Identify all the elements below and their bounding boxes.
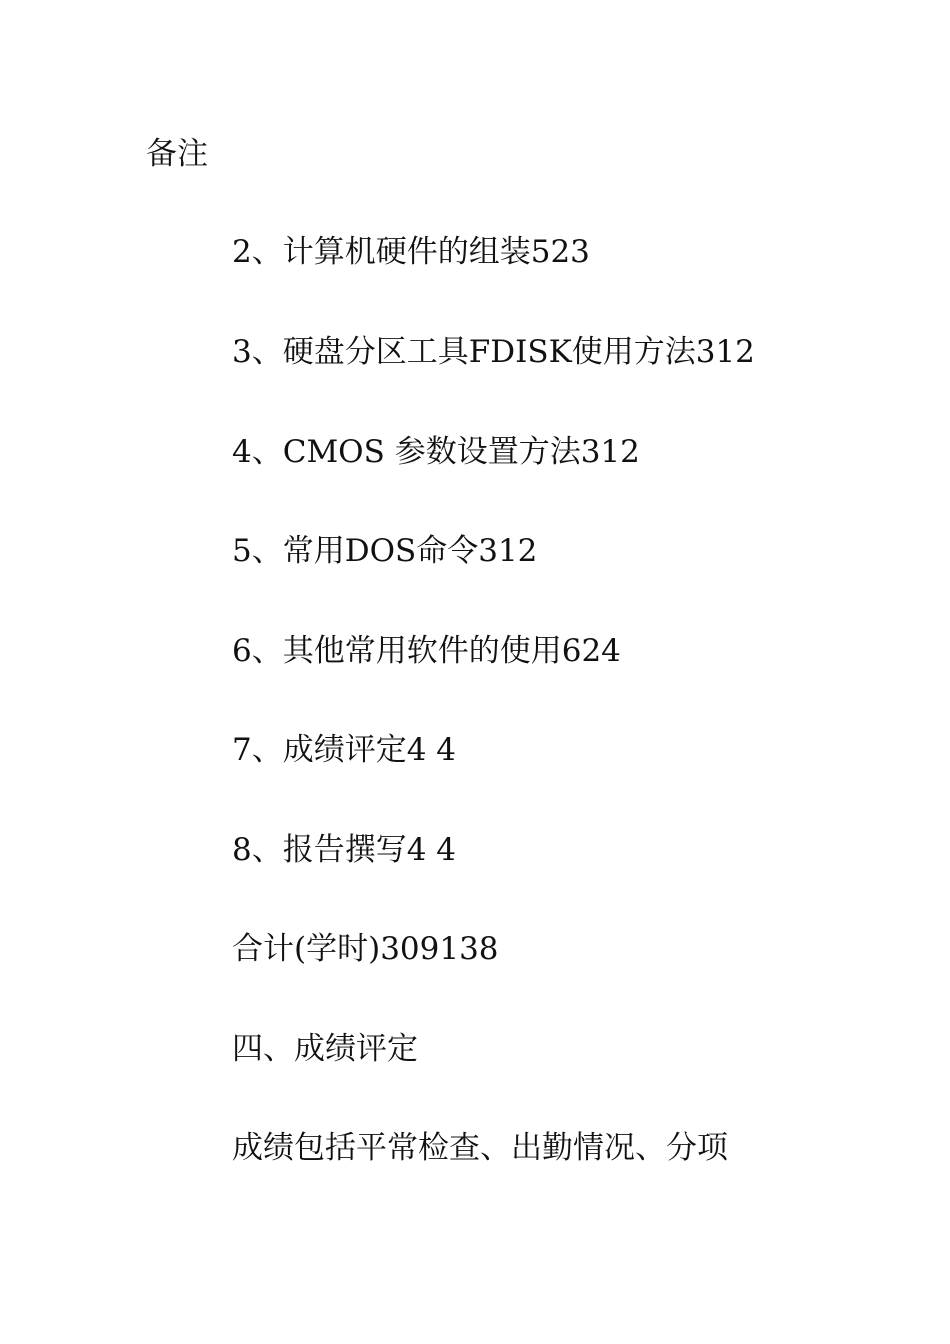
total-hours: 合计(学时)309138 <box>232 931 499 967</box>
section-heading: 备注 <box>146 136 208 172</box>
item-cmos-settings: 4、CMOS 参数设置方法312 <box>232 434 640 470</box>
item-fdisk-usage: 3、硬盘分区工具FDISK使用方法312 <box>232 334 755 370</box>
item-dos-commands: 5、常用DOS命令312 <box>232 533 538 569</box>
item-report-writing: 8、报告撰写4 4 <box>232 832 457 868</box>
grading-description: 成绩包括平常检查、出勤情况、分项 <box>232 1130 728 1166</box>
section-four-heading: 四、成绩评定 <box>232 1031 418 1067</box>
item-other-software: 6、其他常用软件的使用624 <box>232 633 621 669</box>
item-grade-evaluation: 7、成绩评定4 4 <box>232 732 457 768</box>
item-hardware-assembly: 2、计算机硬件的组装523 <box>232 234 590 270</box>
